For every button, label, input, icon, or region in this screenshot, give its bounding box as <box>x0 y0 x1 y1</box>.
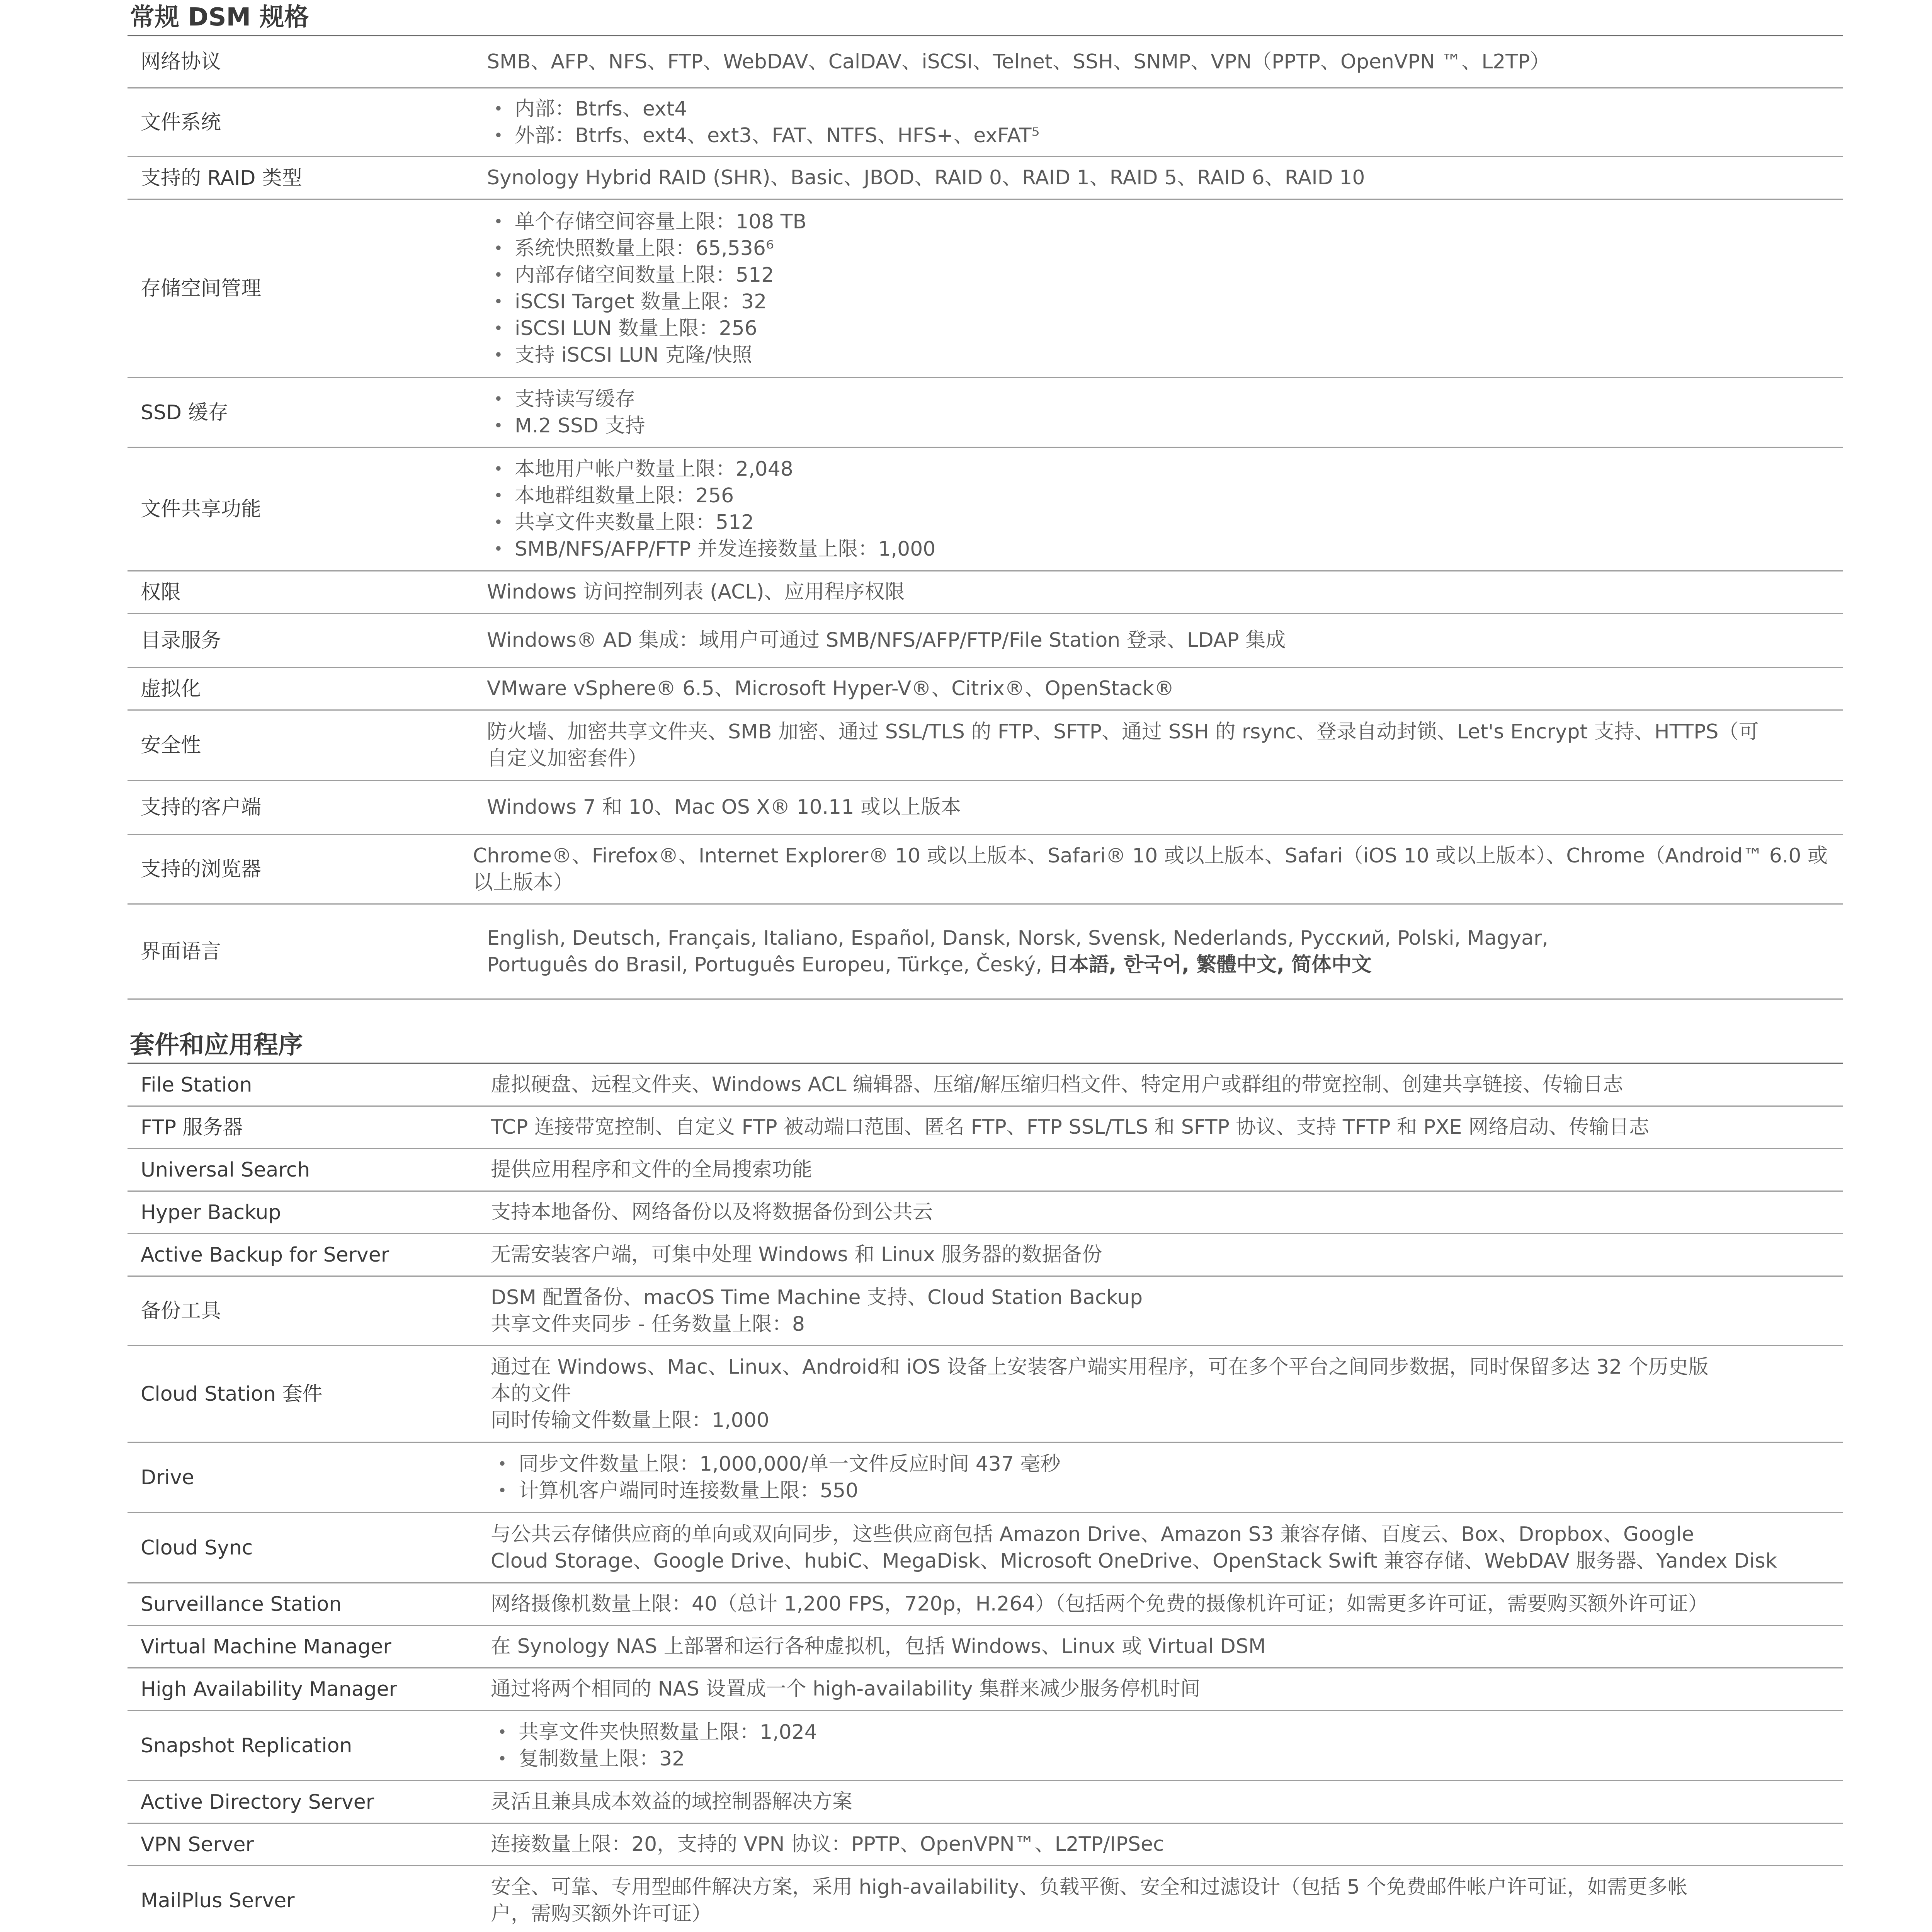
spec-value <box>487 719 1843 772</box>
spec-row <box>128 1668 1843 1711</box>
value-line: 自定义加密套件） <box>487 747 648 770</box>
spec-label: Drive <box>141 1466 194 1489</box>
spec-label: 虚拟化 <box>141 677 201 701</box>
spec-row <box>128 905 1843 1000</box>
value-line: 户，需购买额外许可证） <box>491 1902 712 1925</box>
value-line: VMware vSphere® 6.5、Microsoft Hyper-V®、Citrix®、OpenStack® <box>487 677 1174 700</box>
spec-label: 安全性 <box>141 733 201 757</box>
value-line: 与公共云存储供应商的单向或双向同步，这些供应商包括 Amazon Drive、Amazon S3 兼容存储、百度云、Box、Dropbox、Google <box>491 1522 1694 1546</box>
spec-value <box>487 1354 1843 1434</box>
value-line: 防火墙、加密共享文件夹、SMB 加密、通过 SSL/TLS 的 FTP、SFTP、通过 SSH 的 rsync、登录自动封锁、Let's Encrypt 支持、HTTPS（可 <box>487 720 1759 743</box>
spec-value <box>487 165 1843 191</box>
spec-row <box>128 1346 1843 1443</box>
spec-label: Active Backup for Server <box>141 1243 389 1267</box>
value-line: 通过在 Windows、Mac、Linux、Android和 iOS 设备上安装客户端实用程序，可在多个平台之间同步数据，同时保留多达 32 个历史版 <box>491 1355 1709 1379</box>
spec-value <box>487 1284 1843 1338</box>
bullet-item: • 本地群组数量上限：256 <box>487 483 1828 509</box>
spec-value <box>487 1874 1843 1927</box>
spec-row <box>128 614 1843 668</box>
language-list: Português do Brasil, Português Europeu, Türkçe, Český, <box>487 953 1049 976</box>
value-line: Cloud Storage、Google Drive、hubiC、MegaDisk、Microsoft OneDrive、OpenStack Swift 兼容存储、WebDAV 服务器、Yandex Disk <box>491 1549 1777 1573</box>
bullet-list <box>487 386 1828 439</box>
spec-value <box>487 1451 1843 1504</box>
spec-row <box>128 1277 1843 1346</box>
value-line: Windows 7 和 10、Mac OS X® 10.11 或以上版本 <box>487 796 961 819</box>
value-line: 以上版本） <box>473 871 573 894</box>
spec-label: Surveillance Station <box>141 1592 342 1616</box>
packages-table <box>128 1064 1843 1932</box>
value-line: 虚拟硬盘、远程文件夹、Windows ACL 编辑器、压缩/解压缩归档文件、特定用户或群组的带宽控制、创建共享链接、传输日志 <box>491 1073 1623 1096</box>
spec-label: Snapshot Replication <box>141 1734 352 1757</box>
value-line: 本的文件 <box>491 1382 571 1405</box>
spec-label: Active Directory Server <box>141 1790 374 1814</box>
spec-value <box>487 1242 1843 1268</box>
bullet-item: • 单个存储空间容量上限：108 TB <box>487 209 1828 235</box>
spec-value <box>487 386 1843 439</box>
spec-label: VPN Server <box>141 1833 254 1856</box>
spec-row <box>128 1443 1843 1513</box>
value-line: 共享文件夹同步 - 任务数量上限：8 <box>491 1312 805 1336</box>
spec-label: FTP 服务器 <box>141 1116 243 1139</box>
spec-label: File Station <box>141 1073 252 1097</box>
spec-value <box>487 579 1843 605</box>
spec-row <box>128 1781 1843 1824</box>
spec-label: Virtual Machine Manager <box>141 1635 391 1658</box>
value-line: Windows® AD 集成：域用户可通过 SMB/NFS/AFP/FTP/File Station 登录、LDAP 集成 <box>487 629 1286 652</box>
dsm-specs-section <box>128 0 1843 1000</box>
spec-value <box>487 1521 1843 1575</box>
bullet-list <box>491 1719 1828 1772</box>
bullet-item: • 计算机客户端同时连接数量上限：550 <box>491 1478 1828 1504</box>
bullet-item: • 同步文件数量上限：1,000,000/单一文件反应时间 437 毫秒 <box>491 1451 1828 1478</box>
spec-value <box>487 627 1843 654</box>
spec-row <box>128 711 1843 781</box>
spec-value <box>487 1199 1843 1226</box>
bullet-item: • M.2 SSD 支持 <box>487 413 1828 439</box>
spec-label: 支持的客户端 <box>141 796 262 819</box>
bullet-item: • SMB/NFS/AFP/FTP 并发连接数量上限：1,000 <box>487 536 1828 563</box>
spec-row <box>128 1824 1843 1866</box>
spec-label: 界面语言 <box>141 940 221 963</box>
section-title: 套件和应用程序 <box>130 1031 303 1060</box>
spec-label: High Availability Manager <box>141 1677 397 1701</box>
spec-row <box>128 36 1843 88</box>
spec-label: 权限 <box>141 580 181 604</box>
spec-row <box>128 1866 1843 1932</box>
spec-row <box>128 1192 1843 1234</box>
section-title: 常规 DSM 规格 <box>130 3 309 32</box>
spec-value <box>487 1591 1843 1617</box>
packages-section <box>128 1028 1843 1932</box>
spec-row <box>128 668 1843 711</box>
spec-row <box>128 781 1843 835</box>
spec-value <box>487 794 1843 821</box>
value-line: 网络摄像机数量上限：40（总计 1,200 FPS，720p，H.264）（包括两个免费的摄像机许可证；如需更多许可证，需要购买额外许可证） <box>491 1592 1708 1616</box>
spec-label: 目录服务 <box>141 629 221 652</box>
value-line: English, Deutsch, Français, Italiano, Español, Dansk, Norsk, Svensk, Nederlands, Русский, Polski, Magyar, <box>487 926 1548 950</box>
value-line: Windows 访问控制列表 (ACL)、应用程序权限 <box>487 580 905 604</box>
spec-value <box>487 209 1843 369</box>
spec-row <box>128 1064 1843 1107</box>
spec-row <box>128 571 1843 614</box>
bullet-item: • 本地用户帐户数量上限：2,048 <box>487 456 1828 483</box>
spec-label: 文件共享功能 <box>141 497 262 521</box>
spec-label: 存储空间管理 <box>141 277 262 300</box>
bullet-item: • 共享文件夹快照数量上限：1,024 <box>491 1719 1828 1746</box>
bullet-list <box>487 456 1828 563</box>
spec-row <box>128 1234 1843 1277</box>
spec-label: Universal Search <box>141 1158 310 1182</box>
spec-value <box>487 1789 1843 1815</box>
spec-row <box>128 448 1843 571</box>
dsm-specs-table <box>128 36 1843 1000</box>
value-line: 提供应用程序和文件的全局搜索功能 <box>491 1158 813 1181</box>
spec-row <box>128 157 1843 200</box>
value-line: 同时传输文件数量上限：1,000 <box>491 1409 769 1432</box>
bullet-list <box>487 96 1828 149</box>
spec-value <box>487 1633 1843 1660</box>
bullet-item: • 外部：Btrfs、ext4、ext3、FAT、NTFS、HFS+、exFAT⁵ <box>487 122 1828 149</box>
value-line: 连接数量上限：20，支持的 VPN 协议：PPTP、OpenVPN™、L2TP/IPSec <box>491 1833 1164 1856</box>
value-line: 无需安装客户端，可集中处理 Windows 和 Linux 服务器的数据备份 <box>491 1243 1102 1266</box>
value-line <box>487 952 1828 978</box>
spec-value <box>487 49 1843 75</box>
spec-row <box>128 1107 1843 1149</box>
bullet-item: • iSCSI LUN 数量上限：256 <box>487 315 1828 342</box>
spec-row <box>128 835 1843 905</box>
bullet-item: • iSCSI Target 数量上限：32 <box>487 289 1828 315</box>
value-line: 通过将两个相同的 NAS 设置成一个 high-availability 集群来减少服务停机时间 <box>491 1677 1201 1701</box>
spec-row <box>128 1711 1843 1781</box>
spec-label: SSD 缓存 <box>141 401 228 424</box>
bullet-item: • 共享文件夹数量上限：512 <box>487 509 1828 536</box>
bullet-item: • 内部：Btrfs、ext4 <box>487 96 1828 122</box>
spec-value <box>487 456 1843 563</box>
value-line: 灵活且兼具成本效益的域控制器解决方案 <box>491 1790 853 1813</box>
spec-row <box>128 88 1843 157</box>
bullet-item: • 支持 iSCSI LUN 克隆/快照 <box>487 342 1828 369</box>
spec-row <box>128 378 1843 448</box>
spec-value <box>487 925 1843 978</box>
spec-row <box>128 1583 1843 1626</box>
spec-row <box>128 200 1843 378</box>
spec-label: 网络协议 <box>141 50 221 73</box>
spec-label: Cloud Sync <box>141 1536 253 1560</box>
bullet-list <box>491 1451 1828 1504</box>
value-line: TCP 连接带宽控制、自定义 FTP 被动端口范围、匿名 FTP、FTP SSL/TLS 和 SFTP 协议、支持 TFTP 和 PXE 网络启动、传输日志 <box>491 1116 1650 1139</box>
spec-label: 文件系统 <box>141 111 221 134</box>
bullet-item: • 复制数量上限：32 <box>491 1746 1828 1772</box>
spec-label: Cloud Station 套件 <box>141 1382 323 1406</box>
spec-value <box>487 1114 1843 1141</box>
bullet-list <box>487 209 1828 369</box>
value-line: DSM 配置备份、macOS Time Machine 支持、Cloud Station Backup <box>491 1286 1143 1309</box>
spec-value <box>487 1156 1843 1183</box>
spec-label: Hyper Backup <box>141 1201 281 1224</box>
spec-value <box>473 843 1843 896</box>
spec-value <box>487 1676 1843 1702</box>
bullet-item: • 内部存储空间数量上限：512 <box>487 262 1828 289</box>
language-list-cjk: 日本語, 한국어, 繁體中文, 简体中文 <box>1048 953 1372 976</box>
value-line: Chrome®、Firefox®、Internet Explorer® 10 或以上版本、Safari® 10 或以上版本、Safari（iOS 10 或以上版本）、Chrome（Android™ 6.0 或 <box>473 844 1828 867</box>
spec-row <box>128 1149 1843 1192</box>
bullet-item: • 系统快照数量上限：65,536⁶ <box>487 235 1828 262</box>
spec-value <box>487 1071 1843 1098</box>
spec-row <box>128 1626 1843 1668</box>
value-line: SMB、AFP、NFS、FTP、WebDAV、CalDAV、iSCSI、Telnet、SSH、SNMP、VPN（PPTP、OpenVPN ™、L2TP） <box>487 50 1550 73</box>
bullet-item: • 支持读写缓存 <box>487 386 1828 413</box>
value-line: 在 Synology NAS 上部署和运行各种虚拟机，包括 Windows、Linux 或 Virtual DSM <box>491 1635 1266 1658</box>
spec-label: 支持的 RAID 类型 <box>141 166 303 190</box>
value-line: 支持本地备份、网络备份以及将数据备份到公共云 <box>491 1201 933 1224</box>
spec-label: 备份工具 <box>141 1299 221 1323</box>
spec-value <box>487 96 1843 149</box>
value-line: 安全、可靠、专用型邮件解决方案，采用 high-availability、负载平衡、安全和过滤设计（包括 5 个免费邮件帐户许可证，如需更多帐 <box>491 1875 1688 1899</box>
spec-value <box>487 1831 1843 1858</box>
spec-row <box>128 1513 1843 1583</box>
spec-label: MailPlus Server <box>141 1889 295 1912</box>
value-line: Synology Hybrid RAID (SHR)、Basic、JBOD、RAID 0、RAID 1、RAID 5、RAID 6、RAID 10 <box>487 166 1365 189</box>
spec-label: 支持的浏览器 <box>141 857 262 881</box>
spec-value <box>487 1719 1843 1772</box>
spec-value <box>487 675 1843 702</box>
